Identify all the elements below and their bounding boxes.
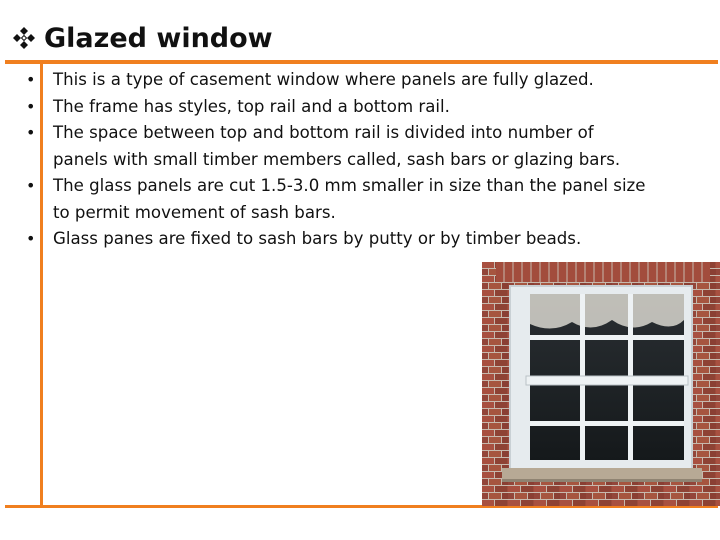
bullet-marker: • xyxy=(26,229,36,248)
list-item xyxy=(26,67,646,94)
list-item xyxy=(26,120,646,173)
bullet-marker: • xyxy=(26,123,36,142)
bullet-text: The frame has styles, top rail and a bottom rail. xyxy=(53,96,450,116)
bullet-text: This is a type of casement window where panels are fully glazed. xyxy=(53,70,594,89)
sash-window-photo xyxy=(482,262,720,506)
bullet-marker: • xyxy=(26,176,36,195)
list-item xyxy=(26,226,646,253)
slide-title-row xyxy=(12,18,273,58)
title-divider xyxy=(5,60,718,64)
bullet-marker: • xyxy=(26,70,36,89)
diamond-cluster-icon xyxy=(12,26,36,50)
bullet-text: Glass panes are fixed to sash bars by putty or by timber beads. xyxy=(53,229,582,248)
bullet-text: The space between top and bottom rail is divided into number of panels with small timber members called, sash bars or glazing bars. xyxy=(53,123,621,169)
bullet-marker: • xyxy=(26,96,36,116)
list-item xyxy=(26,173,646,226)
bullet-list xyxy=(26,67,646,253)
slide-title: Glazed window xyxy=(44,22,273,54)
list-item xyxy=(26,94,646,121)
bullet-text: The glass panels are cut 1.5-3.0 mm smaller in size than the panel size to permit movement of sash bars. xyxy=(53,176,646,222)
